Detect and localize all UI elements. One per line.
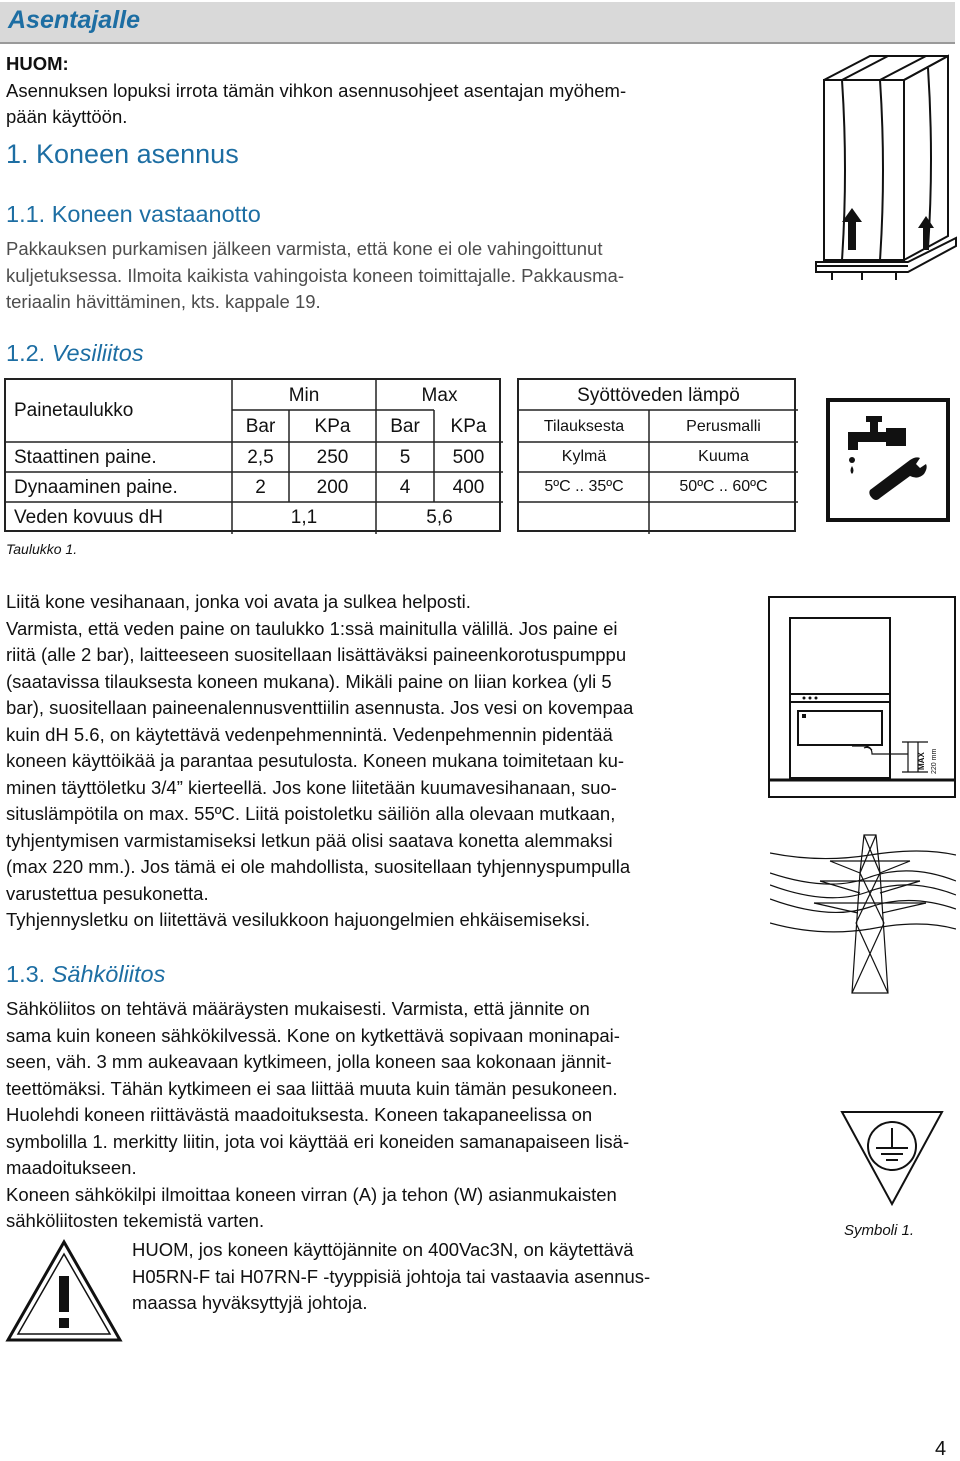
text-line: Varmista, että veden paine on taulukko 1:ssä mainitulla välillä. Jos paine ei	[6, 617, 618, 639]
section-1-1-title: 1.1. Koneen vastaanotto	[6, 201, 261, 227]
text-line: maassa hyväksyttyjä johtoja.	[132, 1292, 368, 1313]
table-cell: 200	[316, 477, 349, 498]
table-cell: Kylmä	[561, 448, 607, 465]
section-1-2-title	[6, 340, 144, 367]
text-line: H05RN-F tai H07RN-F -tyyppisiä johtoja tai vastaavia asennus-	[132, 1265, 651, 1287]
text-line: Koneen sähkökilpi ilmoittaa koneen virran (A) ja tehon (W) asianmukaisten	[6, 1183, 617, 1205]
power-pylon-illustration	[770, 833, 956, 995]
page-number: 4	[935, 1438, 947, 1460]
section-1-2-body	[6, 589, 633, 934]
drain-mm-label: 220 mm	[931, 748, 938, 774]
section-1-3-title	[6, 961, 165, 988]
table-cell: 2	[255, 477, 266, 498]
row-label: Dynaaminen paine.	[14, 477, 178, 498]
table-cell: 50ºC .. 60ºC	[679, 478, 768, 495]
unit-header: Bar	[390, 416, 420, 437]
text-line: situslämpötila on max. 55ºC. Liitä poistoletku säiliön alla olevaan mutkaan,	[6, 803, 616, 824]
drain-max-label: MAX	[917, 752, 926, 770]
table-cell: Kuuma	[698, 448, 749, 465]
min-header: Min	[288, 385, 320, 406]
text-line: bar), suositellaan paineenalennusventtiilin asennusta. Jos vesi on kovempaa	[6, 697, 634, 718]
header-bar	[0, 2, 955, 44]
table-cell: 250	[316, 447, 349, 468]
table-cell: 5,6	[426, 507, 453, 528]
note-line-1: Asennuksen lopuksi irrota tämän vihkon asennusohjeet asentajan myöhem-	[6, 80, 627, 101]
section-1-3-number: 1.3.	[6, 961, 46, 987]
dishwasher-drain-diagram	[768, 596, 956, 798]
pallet-box-illustration	[812, 50, 960, 286]
unit-header: KPa	[314, 416, 351, 437]
row-label: Veden kovuus dH	[14, 507, 163, 528]
section-1-2-number: 1.2.	[6, 340, 46, 366]
table-cell: 5	[399, 447, 411, 468]
unit-header: Bar	[245, 416, 276, 437]
temperature-table-title: Syöttöveden lämpö	[577, 385, 740, 406]
table-cell: 4	[399, 477, 411, 498]
text-line: Huolehdi koneen riittävästä maadoituksesta. Koneen takapaneelissa on	[6, 1104, 593, 1125]
section-1-1-body	[6, 236, 624, 316]
section-1-2-text: Vesiliitos	[51, 340, 144, 366]
temperature-table	[517, 378, 796, 532]
table-cell: 1,1	[290, 507, 318, 528]
text-line: sama kuin koneen sähkökilvessä. Kone on kytkettävä sopivaan moninapai-	[6, 1024, 620, 1046]
unit-header: KPa	[450, 416, 487, 437]
text-line: (max 220 mm.). Jos tämä ei ole mahdollista, suositellaan tyhjennyspumpulla	[6, 856, 631, 877]
text-line: varustettua pesukonetta.	[6, 882, 209, 904]
page-title: Asentajalle	[8, 6, 141, 34]
text-line: koneen käyttöikää ja parantaa pesutulosta. Koneen mukana toimitetaan ku-	[6, 750, 625, 771]
table-cell: 400	[452, 477, 485, 498]
table-cell: 500	[452, 447, 485, 468]
symbol-caption: Symboli 1.	[844, 1222, 915, 1239]
section-1-3-body	[6, 996, 629, 1235]
pressure-table-title: Painetaulukko	[14, 400, 134, 421]
text-line: Tyhjennysletku on liitettävä vesilukkoon hajuongelmien ehkäisemiseksi.	[6, 909, 591, 930]
text-line: tyhjentymisen varmistamiseksi letkun pää olisi saatava konetta alemmaksi	[6, 829, 613, 851]
table-caption: Taulukko 1.	[6, 541, 78, 557]
note-label: HUOM:	[6, 53, 69, 74]
text-line: minen täyttöletku 3/4” kierteellä. Jos kone liitetään kuumavesihanaan, suo-	[6, 776, 617, 798]
table-cell: 5ºC .. 35ºC	[544, 478, 624, 495]
text-line: HUOM, jos koneen käyttöjännite on 400Vac3N, on käytettävä	[132, 1239, 634, 1260]
text-line: kuljetuksessa. Ilmoita kaikista vahingoista koneen toimittajalle. Pakkausma-	[6, 264, 624, 286]
text-line: kuin dH 5.6, on käytettävä vedenpehmennintä. Vedenpehmennin pidentää	[6, 723, 613, 745]
max-header: Max	[421, 385, 458, 406]
text-line: maadoitukseen.	[6, 1157, 137, 1178]
pressure-table	[4, 378, 501, 532]
text-line: sähköliitosten tekemistä varten.	[6, 1210, 265, 1231]
note-line-2: pään käyttöön.	[6, 106, 128, 127]
section-1-3-text: Sähköliitos	[51, 961, 166, 987]
warning-icon	[4, 1238, 124, 1344]
table-cell: 2,5	[247, 447, 274, 468]
text-line: seen, väh. 3 mm aukeavaan kytkimeen, jolla koneen saa kokonaan jännit-	[6, 1051, 612, 1072]
text-line: Sähköliitos on tehtävä määräysten mukaisesti. Varmista, että jännite on	[6, 998, 590, 1019]
warning-text	[132, 1237, 650, 1317]
text-line: teettömäksi. Tähän kytkimeen ei saa liittää muuta kuin tämän pesukoneen.	[6, 1077, 618, 1099]
text-line: symbolilla 1. merkitty liitin, jota voi käyttää eri koneiden samanapaiseen lisä-	[6, 1130, 630, 1152]
text-line: Liitä kone vesihanaan, jonka voi avata ja sulkea helposti.	[6, 591, 471, 612]
water-tap-wrench-icon	[826, 398, 950, 522]
text-line: riitä (alle 2 bar), laitteeseen suositellaan lisättäväksi paineenkorotuspumppu	[6, 644, 627, 665]
text-line: teriaalin hävittäminen, kts. kappale 19.	[6, 291, 321, 312]
temp-header: Perusmalli	[686, 418, 761, 435]
text-line: (saatavissa tilauksesta koneen mukana). Mikäli paine on liian korkea (yli 5	[6, 670, 612, 692]
text-line: Pakkauksen purkamisen jälkeen varmista, että kone ei ole vahingoittunut	[6, 238, 603, 259]
row-label: Staattinen paine.	[14, 447, 157, 468]
temp-header: Tilauksesta	[543, 418, 625, 435]
section-1-title: 1. Koneen asennus	[6, 139, 239, 169]
ground-symbol	[838, 1108, 946, 1210]
